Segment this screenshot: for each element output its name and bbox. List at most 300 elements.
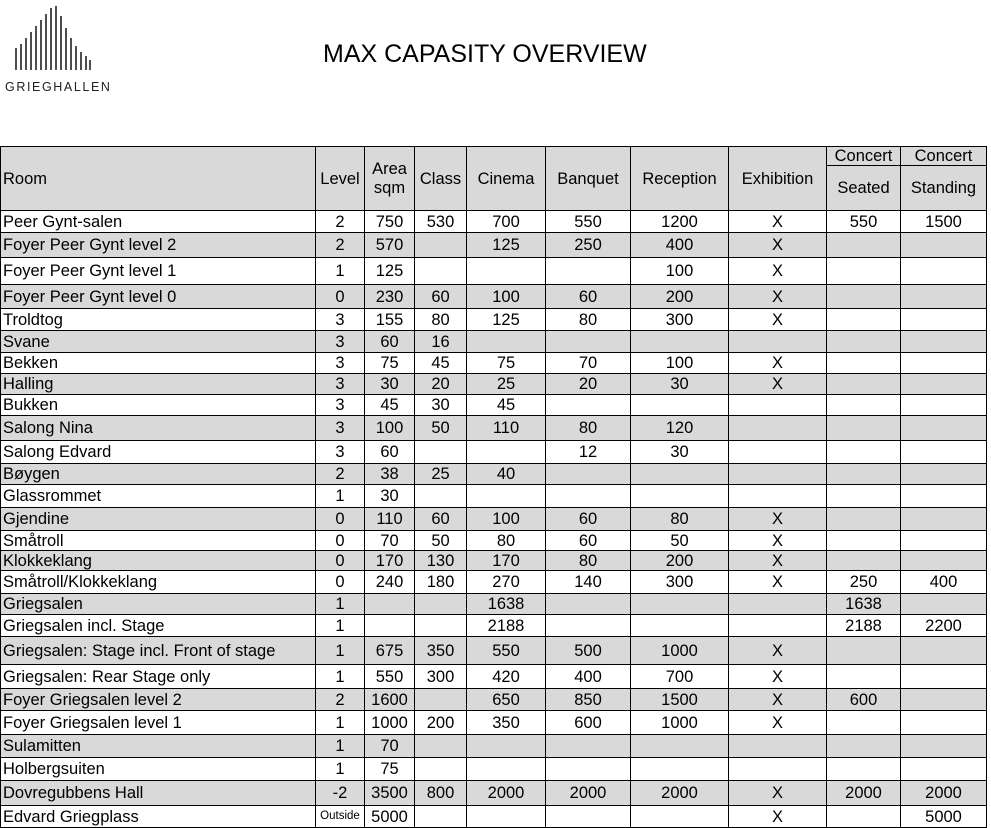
cell-level: 0 xyxy=(316,551,365,571)
capacity-table xyxy=(0,146,987,828)
cell-cinema: 80 xyxy=(467,531,546,551)
cell-reception xyxy=(631,594,729,615)
cell-class: 300 xyxy=(415,665,467,689)
cell-seated xyxy=(827,233,901,258)
cell-class: 30 xyxy=(415,395,467,416)
cell-seated xyxy=(827,711,901,735)
cell-cinema: 100 xyxy=(467,508,546,531)
table-row xyxy=(1,309,987,331)
cell-area: 155 xyxy=(365,309,415,331)
cell-reception: 2000 xyxy=(631,781,729,806)
table-row xyxy=(1,806,987,828)
cell-reception: 1000 xyxy=(631,711,729,735)
cell-cinema xyxy=(467,806,546,828)
cell-standing xyxy=(901,395,987,416)
cell-level: 0 xyxy=(316,285,365,309)
cell-standing: 2000 xyxy=(901,781,987,806)
table-row xyxy=(1,441,987,464)
cell-standing xyxy=(901,416,987,441)
logo-text: GRIEGHALLEN xyxy=(5,80,112,94)
cell-area: 5000 xyxy=(365,806,415,828)
table-row xyxy=(1,395,987,416)
cell-level: 3 xyxy=(316,353,365,374)
cell-cinema: 2188 xyxy=(467,615,546,637)
cell-seated xyxy=(827,441,901,464)
cell-area: 70 xyxy=(365,735,415,758)
cell-standing: 1500 xyxy=(901,211,987,233)
cell-reception xyxy=(631,758,729,781)
cell-room: Halling xyxy=(1,374,316,395)
cell-banquet: 80 xyxy=(546,551,631,571)
cell-seated xyxy=(827,331,901,353)
cell-standing xyxy=(901,464,987,485)
cell-cinema: 650 xyxy=(467,689,546,711)
cell-room: Dovregubbens Hall xyxy=(1,781,316,806)
cell-cinema: 350 xyxy=(467,711,546,735)
cell-reception xyxy=(631,331,729,353)
cell-cinema: 40 xyxy=(467,464,546,485)
cell-seated xyxy=(827,735,901,758)
cell-banquet: 60 xyxy=(546,285,631,309)
cell-standing xyxy=(901,735,987,758)
cell-banquet: 400 xyxy=(546,665,631,689)
cell-level: 1 xyxy=(316,665,365,689)
cell-exhibition: X xyxy=(729,711,827,735)
table-row xyxy=(1,285,987,309)
cell-level: 3 xyxy=(316,309,365,331)
cell-cinema: 25 xyxy=(467,374,546,395)
cell-room: Klokkeklang xyxy=(1,551,316,571)
cell-standing xyxy=(901,551,987,571)
cell-class: 50 xyxy=(415,531,467,551)
cell-class: 60 xyxy=(415,508,467,531)
cell-standing xyxy=(901,594,987,615)
cell-cinema: 420 xyxy=(467,665,546,689)
cell-room: Holbergsuiten xyxy=(1,758,316,781)
cell-room: Småtroll/Klokkeklang xyxy=(1,571,316,594)
cell-banquet: 80 xyxy=(546,309,631,331)
cell-class xyxy=(415,615,467,637)
cell-reception xyxy=(631,485,729,508)
cell-area: 75 xyxy=(365,353,415,374)
cell-area: 240 xyxy=(365,571,415,594)
cell-room: Foyer Griegsalen level 2 xyxy=(1,689,316,711)
cell-reception: 30 xyxy=(631,374,729,395)
header-concert-standing: Standing xyxy=(901,166,987,211)
cell-exhibition xyxy=(729,594,827,615)
cell-area: 38 xyxy=(365,464,415,485)
cell-seated xyxy=(827,416,901,441)
cell-reception: 400 xyxy=(631,233,729,258)
header-level: Level xyxy=(316,147,365,211)
cell-area: 70 xyxy=(365,531,415,551)
cell-level: 3 xyxy=(316,395,365,416)
cell-banquet xyxy=(546,806,631,828)
cell-seated xyxy=(827,665,901,689)
cell-area xyxy=(365,615,415,637)
table-row xyxy=(1,571,987,594)
cell-cinema: 270 xyxy=(467,571,546,594)
cell-seated xyxy=(827,637,901,665)
table-row xyxy=(1,551,987,571)
cell-class: 350 xyxy=(415,637,467,665)
cell-reception xyxy=(631,806,729,828)
cell-exhibition xyxy=(729,485,827,508)
cell-room: Gjendine xyxy=(1,508,316,531)
header-cinema: Cinema xyxy=(467,147,546,211)
cell-cinema: 100 xyxy=(467,285,546,309)
cell-banquet: 550 xyxy=(546,211,631,233)
cell-banquet: 60 xyxy=(546,531,631,551)
cell-level: 1 xyxy=(316,615,365,637)
cell-area: 1000 xyxy=(365,711,415,735)
cell-area: 3500 xyxy=(365,781,415,806)
cell-level: 0 xyxy=(316,531,365,551)
cell-room: Sulamitten xyxy=(1,735,316,758)
cell-level: 0 xyxy=(316,508,365,531)
cell-seated: 1638 xyxy=(827,594,901,615)
cell-banquet xyxy=(546,735,631,758)
cell-cinema: 550 xyxy=(467,637,546,665)
cell-banquet xyxy=(546,464,631,485)
cell-room: Salong Nina xyxy=(1,416,316,441)
cell-seated xyxy=(827,285,901,309)
cell-seated xyxy=(827,353,901,374)
cell-class xyxy=(415,258,467,285)
header-area-line1: Area xyxy=(372,160,407,179)
cell-reception: 100 xyxy=(631,353,729,374)
header-reception: Reception xyxy=(631,147,729,211)
cell-reception xyxy=(631,464,729,485)
grieghallen-logo xyxy=(4,4,114,94)
cell-standing: 5000 xyxy=(901,806,987,828)
cell-seated xyxy=(827,258,901,285)
table-row xyxy=(1,464,987,485)
cell-level: 1 xyxy=(316,258,365,285)
cell-room: Troldtog xyxy=(1,309,316,331)
cell-cinema: 1638 xyxy=(467,594,546,615)
cell-exhibition: X xyxy=(729,571,827,594)
cell-reception: 50 xyxy=(631,531,729,551)
cell-class: 80 xyxy=(415,309,467,331)
cell-reception: 1200 xyxy=(631,211,729,233)
table-row xyxy=(1,416,987,441)
cell-class xyxy=(415,441,467,464)
cell-standing: 2200 xyxy=(901,615,987,637)
header-banquet: Banquet xyxy=(546,147,631,211)
cell-reception: 1000 xyxy=(631,637,729,665)
cell-seated xyxy=(827,531,901,551)
cell-exhibition: X xyxy=(729,806,827,828)
cell-room: Bøygen xyxy=(1,464,316,485)
cell-class: 530 xyxy=(415,211,467,233)
cell-room: Foyer Griegsalen level 1 xyxy=(1,711,316,735)
cell-exhibition: X xyxy=(729,781,827,806)
cell-level: Outside xyxy=(316,806,365,828)
table-row xyxy=(1,374,987,395)
cell-exhibition: X xyxy=(729,374,827,395)
cell-standing xyxy=(901,637,987,665)
cell-area: 125 xyxy=(365,258,415,285)
cell-level: 1 xyxy=(316,637,365,665)
cell-exhibition xyxy=(729,395,827,416)
cell-exhibition: X xyxy=(729,531,827,551)
cell-exhibition: X xyxy=(729,233,827,258)
cell-level: -2 xyxy=(316,781,365,806)
cell-cinema xyxy=(467,758,546,781)
cell-banquet xyxy=(546,594,631,615)
cell-area: 1600 xyxy=(365,689,415,711)
cell-class xyxy=(415,689,467,711)
cell-cinema xyxy=(467,258,546,285)
cell-level: 1 xyxy=(316,735,365,758)
cell-banquet xyxy=(546,615,631,637)
cell-cinema xyxy=(467,485,546,508)
cell-class: 20 xyxy=(415,374,467,395)
cell-seated xyxy=(827,374,901,395)
cell-exhibition: X xyxy=(729,551,827,571)
cell-area: 550 xyxy=(365,665,415,689)
table-row xyxy=(1,331,987,353)
cell-area: 170 xyxy=(365,551,415,571)
cell-cinema: 45 xyxy=(467,395,546,416)
cell-room: Bekken xyxy=(1,353,316,374)
cell-class: 50 xyxy=(415,416,467,441)
cell-standing: 400 xyxy=(901,571,987,594)
cell-seated xyxy=(827,485,901,508)
cell-level: 3 xyxy=(316,374,365,395)
cell-exhibition: X xyxy=(729,665,827,689)
cell-banquet: 250 xyxy=(546,233,631,258)
cell-banquet: 2000 xyxy=(546,781,631,806)
cell-reception: 300 xyxy=(631,309,729,331)
header-concert-seated: Seated xyxy=(827,166,901,211)
table-row xyxy=(1,211,987,233)
table-row xyxy=(1,711,987,735)
cell-seated xyxy=(827,309,901,331)
page-title: MAX CAPASITY OVERVIEW xyxy=(323,40,647,68)
cell-class: 200 xyxy=(415,711,467,735)
cell-banquet: 20 xyxy=(546,374,631,395)
cell-class xyxy=(415,594,467,615)
cell-banquet: 850 xyxy=(546,689,631,711)
cell-banquet xyxy=(546,395,631,416)
cell-exhibition: X xyxy=(729,309,827,331)
cell-room: Foyer Peer Gynt level 0 xyxy=(1,285,316,309)
cell-reception: 300 xyxy=(631,571,729,594)
cell-area: 45 xyxy=(365,395,415,416)
cell-banquet xyxy=(546,258,631,285)
table-body xyxy=(1,211,987,828)
cell-cinema xyxy=(467,735,546,758)
table-row xyxy=(1,233,987,258)
cell-area xyxy=(365,594,415,615)
cell-area: 110 xyxy=(365,508,415,531)
cell-banquet: 500 xyxy=(546,637,631,665)
cell-class: 180 xyxy=(415,571,467,594)
cell-exhibition: X xyxy=(729,637,827,665)
cell-seated xyxy=(827,551,901,571)
grieghallen-logo-icon xyxy=(4,4,104,74)
cell-standing xyxy=(901,374,987,395)
cell-level: 1 xyxy=(316,711,365,735)
cell-banquet xyxy=(546,331,631,353)
cell-seated xyxy=(827,758,901,781)
header-room: Room xyxy=(1,147,316,211)
table-row xyxy=(1,735,987,758)
cell-area: 750 xyxy=(365,211,415,233)
cell-area: 75 xyxy=(365,758,415,781)
cell-cinema xyxy=(467,441,546,464)
cell-area: 100 xyxy=(365,416,415,441)
cell-cinema xyxy=(467,331,546,353)
cell-room: Peer Gynt-salen xyxy=(1,211,316,233)
header-class: Class xyxy=(415,147,467,211)
cell-standing xyxy=(901,285,987,309)
cell-standing xyxy=(901,531,987,551)
cell-room: Foyer Peer Gynt level 1 xyxy=(1,258,316,285)
table-row xyxy=(1,781,987,806)
cell-reception: 200 xyxy=(631,551,729,571)
cell-reception: 1500 xyxy=(631,689,729,711)
table-row xyxy=(1,665,987,689)
cell-standing xyxy=(901,331,987,353)
cell-level: 1 xyxy=(316,594,365,615)
cell-standing xyxy=(901,711,987,735)
header-area-line2: sqm xyxy=(373,178,406,197)
cell-class xyxy=(415,233,467,258)
header-exhibition: Exhibition xyxy=(729,147,827,211)
cell-room: Griegsalen incl. Stage xyxy=(1,615,316,637)
cell-class: 800 xyxy=(415,781,467,806)
cell-level: 1 xyxy=(316,758,365,781)
cell-cinema: 700 xyxy=(467,211,546,233)
cell-exhibition xyxy=(729,331,827,353)
cell-exhibition: X xyxy=(729,508,827,531)
cell-level: 2 xyxy=(316,689,365,711)
cell-class: 45 xyxy=(415,353,467,374)
cell-exhibition xyxy=(729,758,827,781)
cell-exhibition: X xyxy=(729,211,827,233)
cell-exhibition xyxy=(729,464,827,485)
table-row xyxy=(1,594,987,615)
cell-room: Griegsalen xyxy=(1,594,316,615)
cell-level: 3 xyxy=(316,441,365,464)
cell-banquet: 140 xyxy=(546,571,631,594)
cell-class: 130 xyxy=(415,551,467,571)
cell-seated: 600 xyxy=(827,689,901,711)
cell-cinema: 125 xyxy=(467,309,546,331)
cell-seated xyxy=(827,806,901,828)
cell-exhibition: X xyxy=(729,689,827,711)
cell-room: Glassrommet xyxy=(1,485,316,508)
cell-banquet: 70 xyxy=(546,353,631,374)
cell-cinema: 125 xyxy=(467,233,546,258)
cell-area: 60 xyxy=(365,441,415,464)
table-row xyxy=(1,531,987,551)
cell-area: 570 xyxy=(365,233,415,258)
cell-class xyxy=(415,758,467,781)
table-row xyxy=(1,689,987,711)
cell-standing xyxy=(901,233,987,258)
cell-room: Småtroll xyxy=(1,531,316,551)
table-row xyxy=(1,637,987,665)
cell-exhibition xyxy=(729,615,827,637)
cell-class xyxy=(415,485,467,508)
header-concert-seated-top: Concert xyxy=(827,147,901,166)
cell-banquet xyxy=(546,758,631,781)
cell-standing xyxy=(901,508,987,531)
table-row xyxy=(1,353,987,374)
cell-exhibition: X xyxy=(729,258,827,285)
cell-class: 25 xyxy=(415,464,467,485)
cell-class xyxy=(415,735,467,758)
cell-cinema: 170 xyxy=(467,551,546,571)
cell-room: Edvard Griegplass xyxy=(1,806,316,828)
cell-reception xyxy=(631,615,729,637)
cell-level: 3 xyxy=(316,416,365,441)
cell-class: 16 xyxy=(415,331,467,353)
cell-room: Svane xyxy=(1,331,316,353)
cell-class xyxy=(415,806,467,828)
cell-level: 3 xyxy=(316,331,365,353)
cell-room: Salong Edvard xyxy=(1,441,316,464)
cell-level: 2 xyxy=(316,464,365,485)
cell-standing xyxy=(901,441,987,464)
cell-reception xyxy=(631,735,729,758)
cell-exhibition: X xyxy=(729,353,827,374)
header-concert-standing-top: Concert xyxy=(901,147,987,166)
cell-standing xyxy=(901,353,987,374)
cell-area: 30 xyxy=(365,485,415,508)
cell-cinema: 2000 xyxy=(467,781,546,806)
cell-seated: 2188 xyxy=(827,615,901,637)
cell-standing xyxy=(901,485,987,508)
cell-seated xyxy=(827,395,901,416)
cell-reception: 80 xyxy=(631,508,729,531)
header-area xyxy=(365,147,415,211)
cell-cinema: 110 xyxy=(467,416,546,441)
table-row xyxy=(1,508,987,531)
table-row xyxy=(1,258,987,285)
cell-reception: 700 xyxy=(631,665,729,689)
table-row xyxy=(1,615,987,637)
cell-banquet: 80 xyxy=(546,416,631,441)
cell-level: 1 xyxy=(316,485,365,508)
cell-room: Griegsalen: Stage incl. Front of stage xyxy=(1,637,316,665)
cell-exhibition xyxy=(729,735,827,758)
cell-exhibition xyxy=(729,416,827,441)
cell-exhibition: X xyxy=(729,285,827,309)
cell-standing xyxy=(901,309,987,331)
cell-seated: 550 xyxy=(827,211,901,233)
cell-reception xyxy=(631,395,729,416)
cell-level: 0 xyxy=(316,571,365,594)
cell-reception: 30 xyxy=(631,441,729,464)
cell-seated xyxy=(827,508,901,531)
cell-exhibition xyxy=(729,441,827,464)
cell-room: Griegsalen: Rear Stage only xyxy=(1,665,316,689)
cell-level: 2 xyxy=(316,233,365,258)
cell-class: 60 xyxy=(415,285,467,309)
cell-banquet: 600 xyxy=(546,711,631,735)
cell-reception: 100 xyxy=(631,258,729,285)
cell-seated xyxy=(827,464,901,485)
cell-banquet: 12 xyxy=(546,441,631,464)
cell-standing xyxy=(901,665,987,689)
cell-room: Bukken xyxy=(1,395,316,416)
cell-banquet xyxy=(546,485,631,508)
